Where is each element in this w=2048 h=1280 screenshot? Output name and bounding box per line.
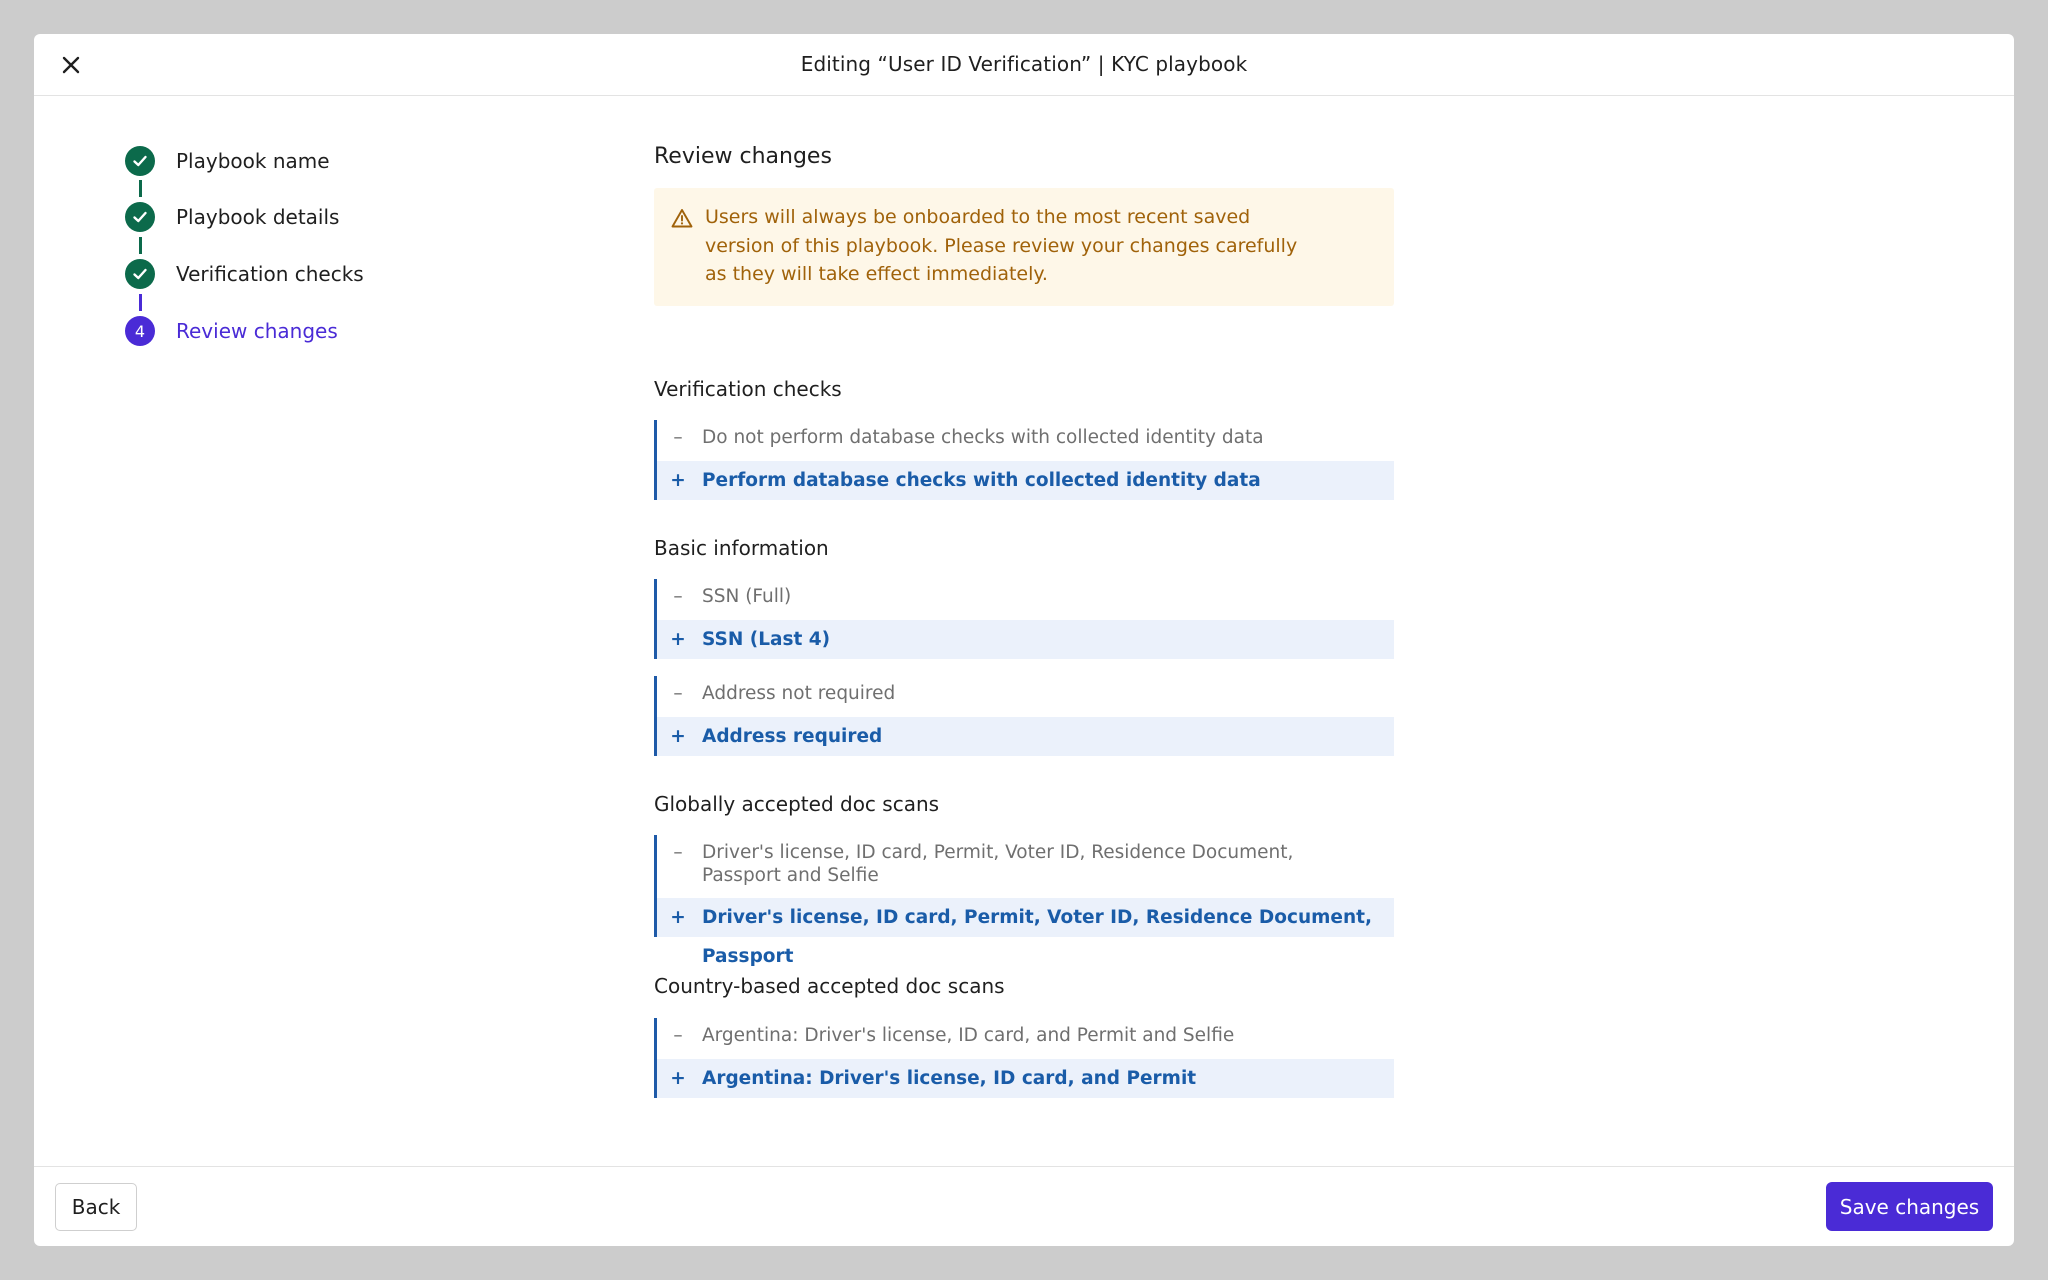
minus-icon: – [673,842,683,863]
step-complete-indicator [125,146,155,176]
plus-icon: + [670,907,686,928]
back-button[interactable]: Back [55,1183,137,1231]
diff-added-line [657,461,1394,500]
diff-added-line [657,1059,1394,1098]
diff-removed-line [657,835,1394,898]
edit-playbook-dialog [34,34,2014,1246]
diff-removed-text: Do not perform database checks with collected identity data [702,427,1264,448]
step-connector [139,180,142,197]
section-title-basic-information: Basic information [654,536,829,560]
diff-removed-line [657,676,1394,717]
diff-added-text: Argentina: Driver's license, ID card, and Permit [702,1068,1197,1089]
diff-added-text: Perform database checks with collected identity data [702,470,1261,491]
dialog-footer [34,1166,2014,1246]
checkmark-icon [131,265,149,283]
step-complete-indicator [125,259,155,289]
minus-icon: – [673,683,683,704]
section-title-verification-checks: Verification checks [654,377,842,401]
checkmark-icon [131,208,149,226]
diff-removed-text: Address not required [702,683,896,704]
step-verification-checks[interactable] [125,259,364,289]
page-title: Review changes [654,144,832,169]
step-number-badge: 4 [125,316,155,346]
diff-removed-text: Argentina: Driver's license, ID card, and Permit and Selfie [702,1025,1235,1046]
diff-block [654,420,1394,500]
step-complete-indicator [125,202,155,232]
diff-added-text: SSN (Last 4) [702,629,831,650]
section-title-global-doc-scans: Globally accepted doc scans [654,792,940,816]
warning-triangle-icon [671,208,693,228]
step-label: Review changes [176,319,338,343]
plus-icon: + [670,629,686,650]
diff-removed-line [657,579,1394,620]
diff-added-text: Address required [702,726,883,747]
diff-removed-line [657,420,1394,461]
minus-icon: – [673,427,683,448]
plus-icon: + [670,1068,686,1089]
diff-removed-text: SSN (Full) [702,586,792,607]
step-playbook-name[interactable] [125,146,330,176]
step-connector [139,237,142,254]
step-label: Verification checks [176,262,364,286]
dialog-header [34,34,2014,96]
diff-block [654,835,1394,967]
checkmark-icon [131,152,149,170]
step-label: Playbook details [176,205,340,229]
save-changes-button[interactable]: Save changes [1826,1182,1993,1231]
diff-added-line [657,898,1394,967]
diff-block [654,579,1394,659]
warning-banner [654,188,1394,306]
diff-block [654,676,1394,756]
step-playbook-details[interactable] [125,202,339,232]
plus-icon: + [670,726,686,747]
diff-added-line [657,717,1394,756]
warning-message: Users will always be onboarded to the most recent saved version of this playbook. Please review your changes carefully as they will take effect immediately. [705,206,1298,285]
diff-removed-line [657,1018,1394,1059]
plus-icon: + [670,470,686,491]
diff-added-line [657,620,1394,659]
diff-removed-text: Driver's license, ID card, Permit, Voter ID, Residence Document, Passport and Selfie [702,842,1294,886]
step-review-changes[interactable] [125,316,338,346]
section-title-country-doc-scans: Country-based accepted doc scans [654,974,1005,998]
dialog-title: Editing “User ID Verification” | KYC playbook [800,52,1248,76]
diff-added-text: Driver's license, ID card, Permit, Voter ID, Residence Document, Passport [702,907,1372,967]
minus-icon: – [673,586,683,607]
step-label: Playbook name [176,149,330,173]
step-connector [139,294,142,311]
minus-icon: – [673,1025,683,1046]
diff-block [654,1018,1394,1098]
